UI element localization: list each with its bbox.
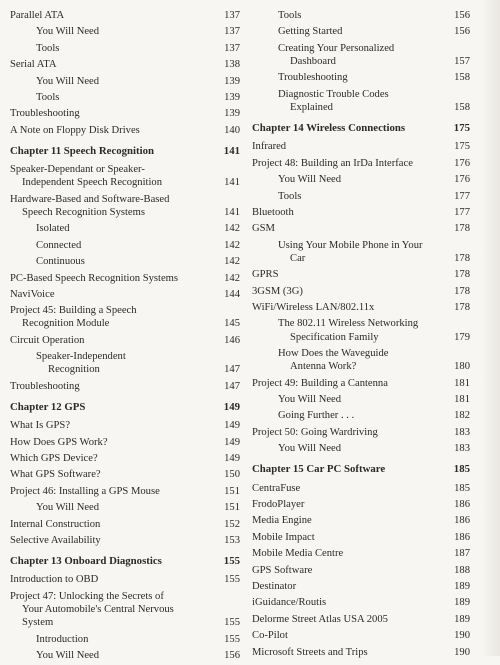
toc-entry-title-line: Project 49: Building a Cantenna (252, 377, 388, 389)
toc-entry (10, 334, 240, 347)
toc-entry-title (252, 285, 470, 298)
toc-page-number: 149 (224, 436, 240, 448)
toc-entry (10, 633, 240, 646)
toc-page-number: 141 (223, 144, 240, 157)
toc-entry-title-line: Tools (278, 190, 302, 202)
toc-entry-title-line: Using Your Mobile Phone in Your (278, 239, 423, 251)
toc-entry (10, 193, 240, 219)
toc-entry-title-line: Project 50: Going Wardriving (252, 426, 378, 438)
toc-entry (252, 190, 470, 203)
toc-column-right (252, 9, 470, 662)
toc-entry-title-line: What GPS Software? (10, 469, 101, 481)
toc-entry-title (252, 222, 470, 235)
toc-entry (252, 206, 470, 219)
toc-entry (252, 531, 470, 544)
toc-column-left (10, 9, 240, 665)
toc-chapter-heading (10, 145, 240, 158)
toc-entry-title (10, 334, 240, 347)
toc-page-number: 137 (224, 26, 240, 38)
toc-entry (252, 613, 470, 626)
toc-entry (252, 482, 470, 495)
toc-page-number: 189 (454, 613, 470, 625)
toc-page-number: 155 (224, 633, 240, 645)
toc-entry (252, 426, 470, 439)
toc-entry (252, 564, 470, 577)
toc-entry (252, 222, 470, 235)
toc-page-number: 183 (454, 426, 470, 438)
toc-entry (10, 9, 240, 22)
toc-page-number: 178 (454, 252, 470, 264)
toc-entry-title (252, 596, 470, 609)
toc-entry-title-line: Isolated (36, 223, 70, 235)
toc-page-number: 150 (224, 469, 240, 481)
toc-page-number: 177 (454, 206, 470, 218)
toc-entry-title-continuation: System (22, 617, 54, 629)
toc-entry-title-line: Project 48: Building an IrDa Interface (252, 157, 413, 169)
toc-chapter-heading (10, 401, 240, 414)
toc-entry (10, 255, 240, 268)
toc-entry-title-line: Diagnostic Trouble Codes (278, 88, 389, 100)
toc-entry (10, 239, 240, 252)
toc-page-number: 176 (454, 157, 470, 169)
toc-entry (252, 173, 470, 186)
toc-entry-title-continuation: Car (290, 252, 306, 264)
toc-page-number: 146 (224, 334, 240, 346)
toc-entry-title (10, 350, 240, 376)
toc-entry-title-line: NaviVoice (10, 288, 55, 300)
toc-entry-title (252, 564, 470, 577)
toc-page-number: 139 (224, 91, 240, 103)
toc-entry-title (10, 255, 240, 268)
toc-entry-title (10, 534, 240, 547)
toc-entry-title-line: Tools (36, 91, 60, 103)
toc-entry-title (252, 9, 470, 22)
toc-entry-title (252, 25, 470, 38)
toc-entry (252, 646, 470, 659)
toc-entry-title-line: Chapter 11 Speech Recognition (10, 144, 155, 157)
toc-entry-title (252, 71, 470, 84)
toc-entry-title-line: Circuit Operation (10, 334, 85, 346)
toc-entry (10, 518, 240, 531)
toc-entry-title (10, 9, 240, 22)
toc-page-number: 178 (454, 269, 470, 281)
toc-entry-title-line: Destinator (252, 580, 297, 592)
toc-entry-title (10, 485, 240, 498)
toc-entry-title-line: Project 45: Building a Speech (10, 305, 137, 317)
toc-page-number: 141 (224, 177, 240, 189)
toc-entry (10, 272, 240, 285)
toc-entry-title (10, 239, 240, 252)
toc-entry (252, 442, 470, 455)
toc-entry-title (252, 122, 470, 135)
toc-entry-title (252, 42, 470, 68)
toc-entry-title-line: Bluetooth (252, 206, 294, 218)
toc-entry-title-line: WiFi/Wireless LAN/802.11x (252, 302, 375, 314)
toc-entry-title (252, 347, 470, 373)
toc-entry (10, 350, 240, 376)
toc-entry-title-continuation: Antenna Work? (290, 361, 357, 373)
toc-entry (10, 468, 240, 481)
toc-entry (252, 42, 470, 68)
toc-entry-title (10, 401, 240, 414)
toc-page-number: 142 (224, 223, 240, 235)
toc-page-number: 185 (453, 463, 470, 476)
toc-chapter-heading (10, 555, 240, 568)
toc-entry-title (252, 190, 470, 203)
toc-entry-title (252, 301, 470, 314)
toc-entry-title (252, 409, 470, 422)
toc-entry (252, 514, 470, 527)
toc-page-number: 190 (454, 646, 470, 658)
toc-entry-title (252, 442, 470, 455)
toc-entry-title-continuation: Specification Family (290, 331, 379, 343)
toc-entry (252, 377, 470, 390)
toc-entry-title (10, 58, 240, 71)
toc-entry-title-continuation: Speech Recognition Systems (22, 206, 145, 218)
toc-page-number: 189 (454, 580, 470, 592)
toc-entry (10, 419, 240, 432)
toc-entry-title-line: You Will Need (36, 26, 100, 38)
toc-entry (252, 140, 470, 153)
toc-entry (10, 25, 240, 38)
toc-page-number: 189 (454, 597, 470, 609)
toc-entry (10, 380, 240, 393)
toc-entry-title-line: The 802.11 Wireless Networking (278, 318, 419, 330)
toc-entry-title (10, 555, 240, 568)
toc-page-number: 181 (454, 394, 470, 406)
toc-entry-title (10, 145, 240, 158)
toc-page-number: 178 (454, 302, 470, 314)
toc-entry-title (10, 272, 240, 285)
toc-entry-title (252, 613, 470, 626)
toc-entry-title-continuation: Dashboard (290, 55, 336, 67)
toc-page-number: 137 (224, 10, 240, 21)
toc-page-number: 158 (454, 72, 470, 84)
toc-page-number: 153 (224, 535, 240, 546)
toc-entry-title (252, 463, 470, 476)
toc-entry (252, 393, 470, 406)
toc-page-number: 149 (224, 420, 240, 432)
toc-entry (252, 547, 470, 560)
toc-entry-title-line: Tools (278, 10, 302, 21)
toc-entry (10, 42, 240, 55)
toc-entry (10, 222, 240, 235)
toc-entry (252, 629, 470, 642)
toc-page-number: 149 (223, 401, 240, 414)
toc-entry (10, 58, 240, 71)
toc-entry-title (10, 633, 240, 646)
toc-entry-title (10, 222, 240, 235)
toc-page-number: 142 (224, 239, 240, 251)
toc-entry-title (252, 377, 470, 390)
toc-entry-title (252, 531, 470, 544)
toc-entry-title-line: Project 47: Unlocking the Secrets of (10, 590, 164, 602)
toc-page-number: 178 (454, 285, 470, 297)
toc-page-number: 186 (454, 499, 470, 511)
toc-entry-title-line: Creating Your Personalized (278, 42, 395, 54)
toc-page-number: 142 (224, 272, 240, 284)
toc-page-number: 177 (454, 190, 470, 202)
toc-page-number: 145 (224, 318, 240, 330)
toc-entry (252, 580, 470, 593)
toc-entry-title-line: You Will Need (36, 649, 100, 661)
toc-entry-title-line: Co-Pilot (252, 630, 288, 642)
toc-entry-title (10, 590, 240, 630)
toc-entry-title-line: Selective Availability (10, 535, 101, 546)
toc-chapter-heading (252, 122, 470, 135)
toc-entry-title-line: Mobile Impact (252, 531, 315, 543)
toc-page-number: 156 (224, 649, 240, 661)
toc-entry-title-line: Introduction (36, 633, 89, 645)
toc-page-number: 151 (224, 502, 240, 514)
toc-entry (10, 288, 240, 301)
toc-page-number: 141 (224, 206, 240, 218)
toc-entry (10, 75, 240, 88)
toc-entry-title-line: Chapter 15 Car PC Software (252, 463, 386, 476)
toc-entry-title-line: Chapter 14 Wireless Connections (252, 122, 406, 135)
toc-page-number: 185 (454, 482, 470, 494)
toc-entry (252, 596, 470, 609)
toc-entry (10, 107, 240, 120)
toc-entry (252, 88, 470, 114)
toc-page-number: 147 (224, 364, 240, 376)
toc-page-number: 175 (453, 122, 470, 135)
toc-page-number: 180 (454, 361, 470, 373)
toc-entry (10, 124, 240, 137)
toc-entry-title-line: Troubleshooting (10, 380, 80, 392)
toc-entry-title-line: CentraFuse (252, 482, 301, 494)
toc-page-number: 155 (223, 555, 240, 568)
toc-entry-title (10, 75, 240, 88)
toc-entry-title-line: FrodoPlayer (252, 499, 305, 511)
toc-page-number: 176 (454, 174, 470, 186)
toc-entry-title-line: 3GSM (3G) (252, 285, 303, 297)
toc-entry-title-line: Which GPS Device? (10, 453, 98, 465)
toc-entry-title-line: You Will Need (278, 443, 342, 455)
toc-entry-title (252, 514, 470, 527)
toc-entry-title-line: Chapter 12 GPS (10, 401, 86, 414)
toc-entry-title-line: Troubleshooting (10, 108, 80, 120)
toc-entry-title-line: Tools (36, 42, 60, 54)
toc-page-number: 181 (454, 377, 470, 389)
toc-entry-title (10, 193, 240, 219)
toc-page-number: 142 (224, 256, 240, 268)
toc-page-number: 147 (224, 380, 240, 392)
toc-page-number: 175 (454, 141, 470, 153)
toc-entry (252, 268, 470, 281)
toc-entry-title-continuation: Recognition Module (22, 318, 110, 330)
toc-page-number: 144 (224, 288, 240, 300)
toc-entry-title (10, 163, 240, 189)
toc-entry-title (10, 42, 240, 55)
toc-entry-title (252, 482, 470, 495)
toc-entry-title-line: PC-Based Speech Recognition Systems (10, 272, 179, 284)
toc-entry-title (10, 25, 240, 38)
toc-entry-title-line: Hardware-Based and Software-Based (10, 193, 170, 205)
toc-entry-title-line: You Will Need (278, 174, 342, 186)
toc-page-number: 157 (454, 55, 470, 67)
toc-entry (252, 285, 470, 298)
toc-entry (10, 163, 240, 189)
toc-entry-title (10, 380, 240, 393)
toc-page-number: 151 (224, 485, 240, 497)
toc-entry-title (10, 419, 240, 432)
toc-entry (252, 317, 470, 343)
toc-page-number: 178 (454, 223, 470, 235)
toc-entry-title-line: Microsoft Streets and Trips (252, 646, 368, 658)
toc-entry-title (10, 436, 240, 449)
toc-page-number: 186 (454, 531, 470, 543)
toc-entry-title-line: iGuidance/Routis (252, 597, 327, 609)
toc-entry-title (252, 426, 470, 439)
toc-page-number: 156 (454, 26, 470, 38)
toc-entry-title-line: A Note on Floppy Disk Drives (10, 124, 140, 136)
toc-entry-title (252, 206, 470, 219)
toc-entry (10, 534, 240, 547)
toc-entry (10, 590, 240, 630)
toc-entry-title (252, 498, 470, 511)
toc-entry-title-continuation: Recognition (48, 364, 100, 376)
toc-entry-title (252, 88, 470, 114)
toc-page-number: 179 (454, 331, 470, 343)
toc-entry (252, 498, 470, 511)
toc-entry-title-line: Delorme Street Atlas USA 2005 (252, 613, 388, 625)
toc-entry-title (252, 268, 470, 281)
toc-entry-title (10, 452, 240, 465)
toc-page-number: 149 (224, 453, 240, 465)
toc-entry-title-line: Infrared (252, 141, 287, 153)
toc-entry-title (10, 91, 240, 104)
toc-entry-title-line: Project 46: Installing a GPS Mouse (10, 485, 160, 497)
toc-entry-title (252, 317, 470, 343)
toc-page-number: 190 (454, 630, 470, 642)
toc-entry (10, 452, 240, 465)
toc-entry-title (10, 107, 240, 120)
toc-entry-title (252, 140, 470, 153)
toc-entry-title (10, 468, 240, 481)
toc-entry-title-line: GPS Software (252, 564, 313, 576)
toc-entry-title-line: Parallel ATA (10, 10, 65, 21)
toc-entry-title-line: Media Engine (252, 515, 312, 527)
toc-page-number: 155 (224, 617, 240, 629)
toc-entry (252, 157, 470, 170)
toc-entry (10, 485, 240, 498)
toc-entry (252, 9, 470, 22)
toc-entry-title-line: Internal Construction (10, 518, 101, 530)
toc-page-number: 158 (454, 101, 470, 113)
toc-entry (10, 573, 240, 586)
toc-page-number: 156 (454, 10, 470, 21)
toc-entry-title (252, 629, 470, 642)
toc-entry-title-line: Introduction to OBD (10, 574, 99, 586)
toc-entry (252, 301, 470, 314)
toc-entry-title-line: How Does the Waveguide (278, 348, 389, 360)
toc-entry (252, 409, 470, 422)
toc-entry-title-continuation: Independent Speech Recognition (22, 177, 163, 189)
toc-entry-title (252, 157, 470, 170)
toc-entry-title (252, 547, 470, 560)
toc-page-number: 137 (224, 42, 240, 54)
toc-entry-title-line: GPRS (252, 269, 279, 281)
toc-page-number: 138 (224, 59, 240, 71)
toc-entry-title-line: Getting Started (278, 26, 343, 38)
toc-entry (10, 91, 240, 104)
page-edge-shadow (482, 0, 500, 656)
toc-page-number: 139 (224, 108, 240, 120)
toc-entry-title-line: Speaker-Independent (36, 351, 126, 363)
toc-page-number: 139 (224, 75, 240, 87)
toc-entry-title (10, 304, 240, 330)
toc-page-number: 183 (454, 443, 470, 455)
toc-entry-title-line: Troubleshooting (278, 72, 348, 84)
toc-entry-title (252, 393, 470, 406)
toc-page-number: 188 (454, 564, 470, 576)
toc-entry-title (252, 646, 470, 659)
toc-page-number: 140 (224, 124, 240, 136)
toc-entry-title (252, 580, 470, 593)
toc-entry (252, 347, 470, 373)
toc-entry-title (10, 501, 240, 514)
toc-entry-title (252, 239, 470, 265)
toc-entry-title (10, 288, 240, 301)
toc-page-number: 186 (454, 515, 470, 527)
toc-entry-title (10, 573, 240, 586)
toc-page-number: 182 (454, 410, 470, 422)
toc-entry-title-continuation: Explained (290, 101, 333, 113)
toc-entry-title-line: You Will Need (36, 502, 100, 514)
toc-entry (10, 436, 240, 449)
toc-page-number: 152 (224, 518, 240, 530)
toc-entry-title-line: Chapter 13 Onboard Diagnostics (10, 555, 162, 568)
toc-entry-title-line: You Will Need (36, 75, 100, 87)
toc-entry-title (10, 124, 240, 137)
toc-entry (10, 501, 240, 514)
toc-entry (252, 239, 470, 265)
toc-entry (10, 304, 240, 330)
toc-entry (252, 71, 470, 84)
toc-entry (252, 25, 470, 38)
toc-entry-title-line: Speaker-Dependant or Speaker- (10, 164, 145, 176)
toc-entry-title-line: How Does GPS Work? (10, 436, 108, 448)
toc-entry-title (10, 518, 240, 531)
toc-entry-title-line: Going Further . . . (278, 410, 355, 422)
toc-entry-title-line: You Will Need (278, 394, 342, 406)
toc-entry-title-line: Connected (36, 239, 82, 251)
toc-page-number: 187 (454, 548, 470, 560)
toc-entry-title-line: GSM (252, 223, 275, 235)
toc-entry-title-continuation: Your Automobile's Central Nervous (22, 604, 174, 615)
toc-chapter-heading (252, 463, 470, 476)
toc-entry-title-line: Continuous (36, 256, 85, 268)
toc-page-number: 155 (224, 574, 240, 586)
toc-entry-title-line: Serial ATA (10, 59, 57, 71)
toc-entry-title-line: What Is GPS? (10, 420, 71, 432)
toc-entry-title-line: Mobile Media Centre (252, 548, 344, 560)
toc-entry-title (252, 173, 470, 186)
